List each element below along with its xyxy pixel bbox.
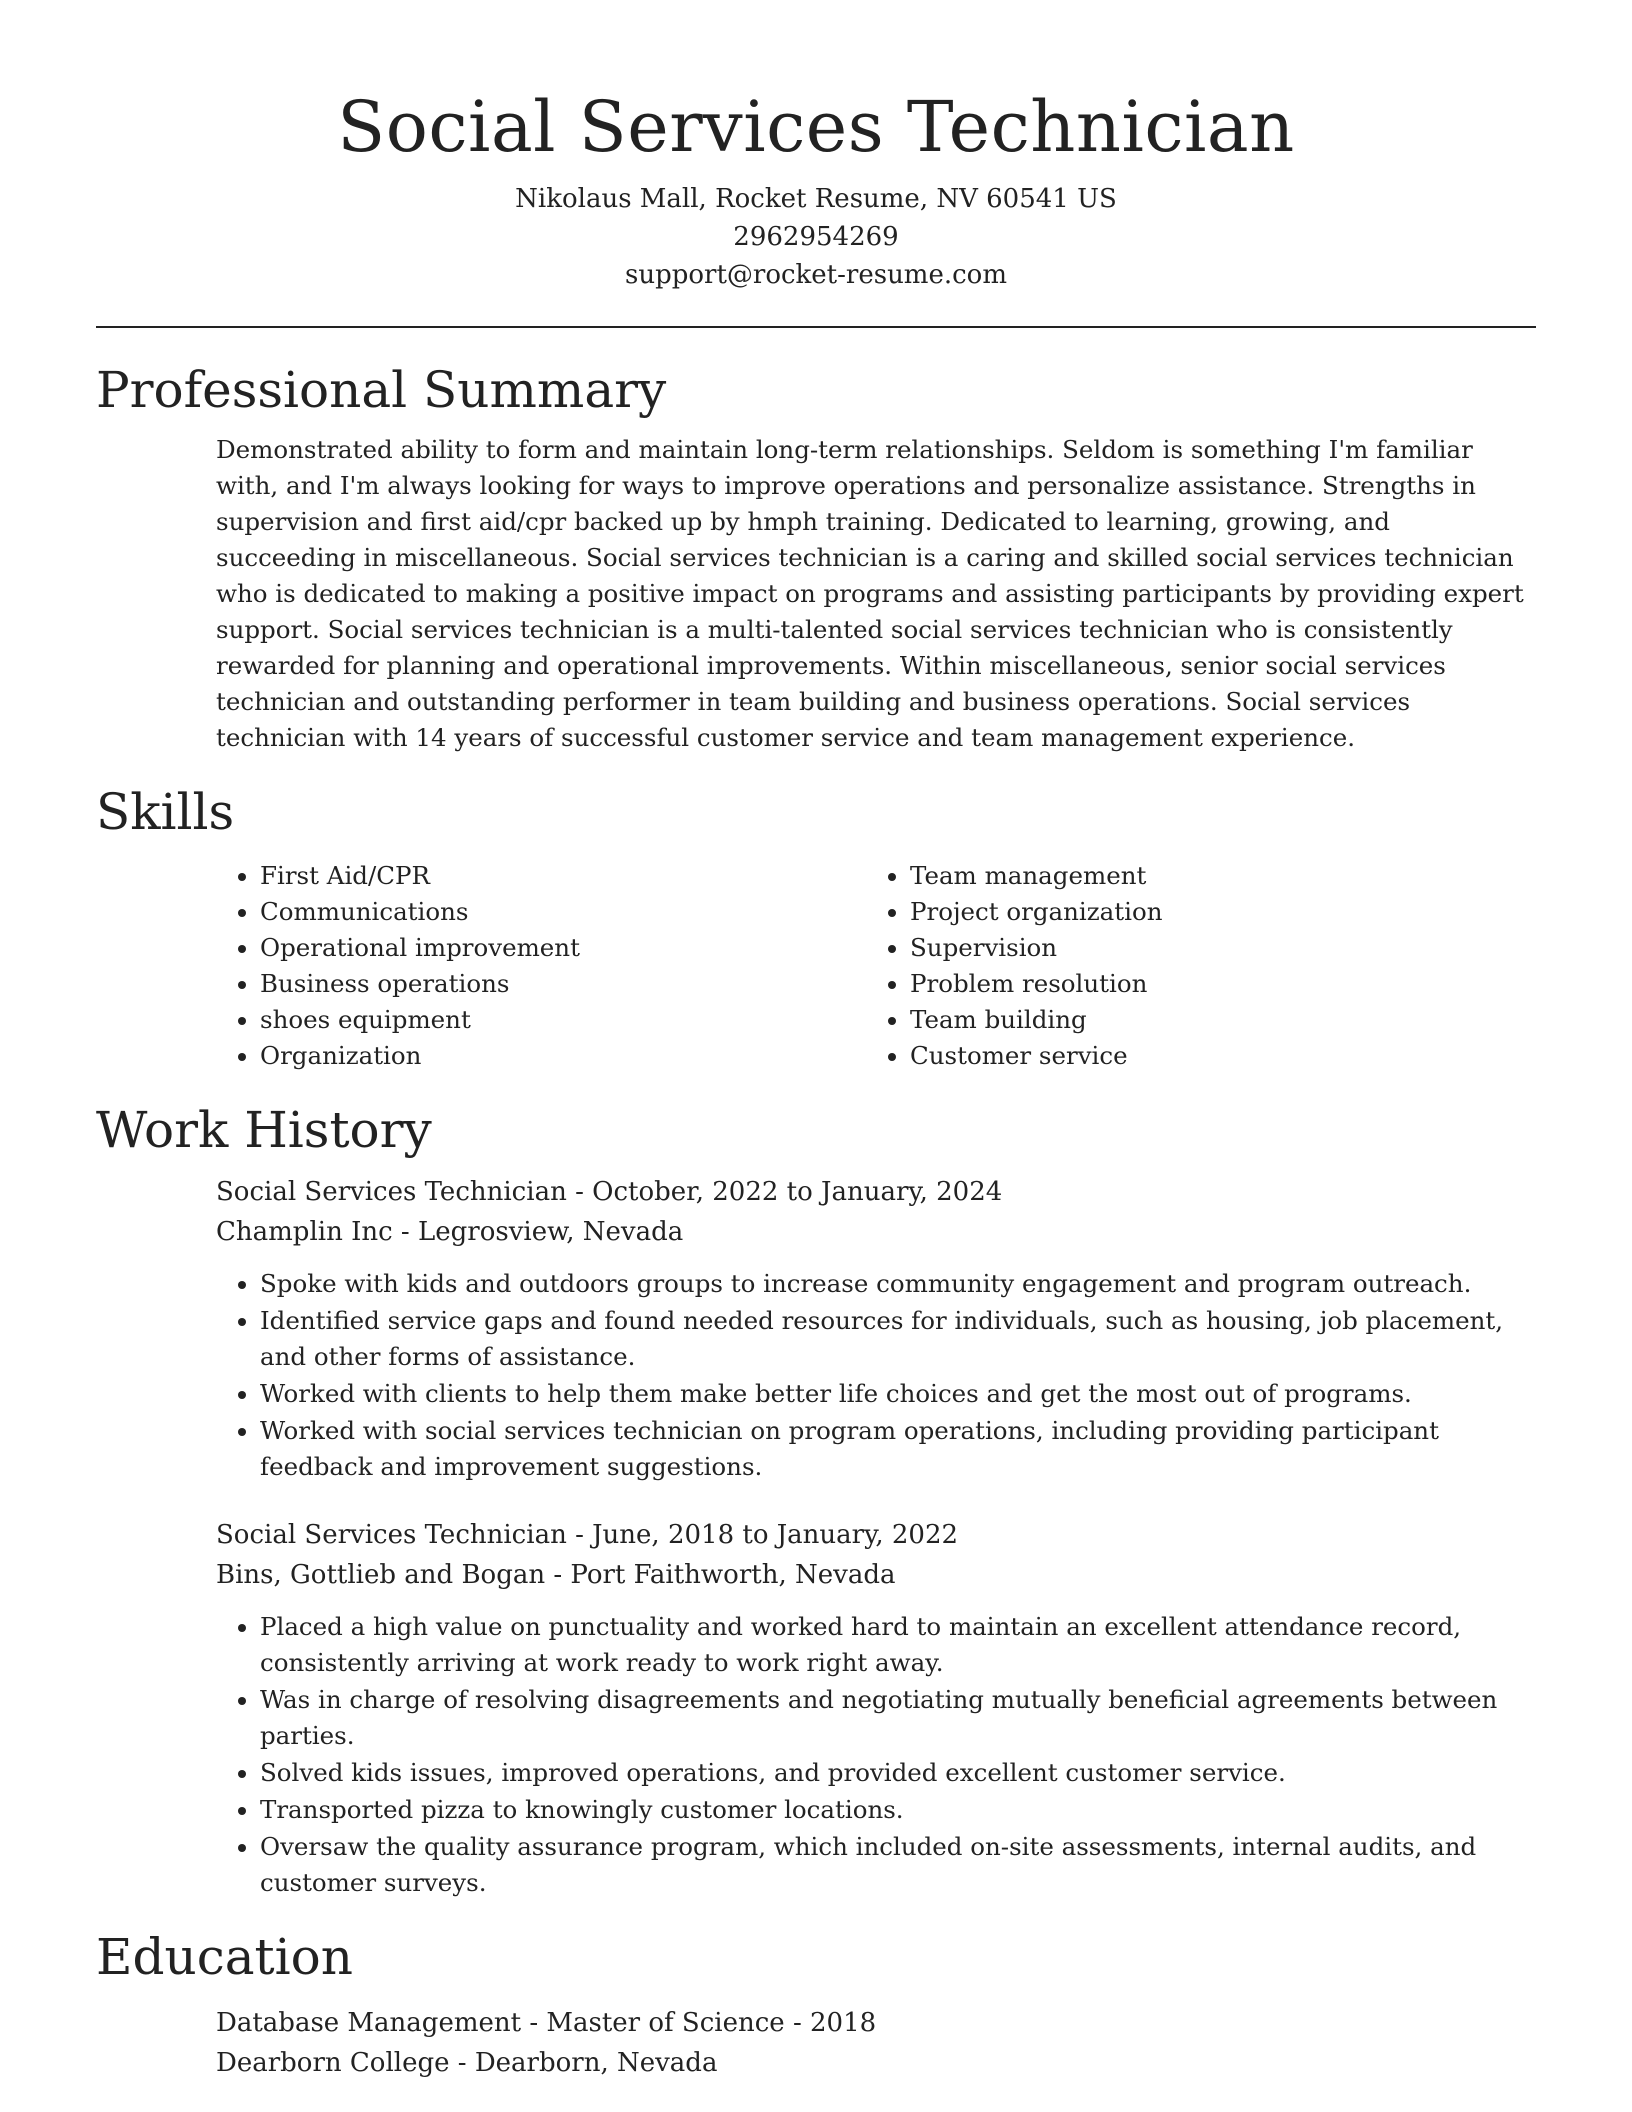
job-title: Social Services Technician <box>216 1177 567 1207</box>
resume-title: Social Services Technician <box>337 86 1295 168</box>
job-location: - Port Faithworth, Nevada <box>545 1560 896 1590</box>
job-bullet: • Solved kids issues, improved operations, and provided excellent customer service. <box>260 1755 1536 1791</box>
skill-item: • Organization <box>260 1038 866 1074</box>
education-heading: Education <box>96 1928 353 1986</box>
skill-item: • Communications <box>260 894 866 930</box>
skill-item: • Problem resolution <box>910 966 1516 1002</box>
skill-item: • Supervision <box>910 930 1516 966</box>
job-company: Champlin Inc <box>216 1217 393 1247</box>
job-entry <box>216 1172 1536 1485</box>
summary-text: Demonstrated ability to form and maintain long-term relationships. Seldom is something I'm familiar with, and I'm always looking for ways to improve operations and personalize assistance. Strengths in supervision and first aid/cpr backed up by hmph training. Dedicated to learning, growing, and succeeding in miscellaneous. Social services technician is a caring and skilled social services technician who is dedicated to making a positive impact on programs and assisting participants by providing expert support. Social services technician is a multi-talented social services technician who is consistently rewarded for planning and operational improvements. Within miscellaneous, senior social services technician and outstanding performer in team building and business operations. Social services technician with 14 years of successful customer service and team management experience. <box>216 435 1524 752</box>
resume-page <box>96 0 1536 2083</box>
resume-header <box>96 0 1536 294</box>
skill-item: • Team building <box>910 1002 1516 1038</box>
job-company-line <box>216 1212 1536 1252</box>
summary-heading: Professional Summary <box>96 361 667 419</box>
job-company: Bins, Gottlieb and Bogan <box>216 1560 546 1590</box>
skill-item: • First Aid/CPR <box>260 858 866 894</box>
education-section <box>96 1925 1536 2083</box>
skills-heading: Skills <box>96 783 235 841</box>
job-bullet: • Placed a high value on punctuality and worked hard to maintain an excellent attendance record, consistently arriving at work ready to work right away. <box>260 1609 1536 1681</box>
skill-item: • shoes equipment <box>260 1002 866 1038</box>
job-bullet: • Worked with social services technician on program operations, including providing participant feedback and improvement suggestions. <box>260 1413 1536 1485</box>
job-title-line <box>216 1172 1536 1212</box>
contact-phone: 2962954269 <box>733 222 899 252</box>
job-location: - Legrosview, Nevada <box>392 1217 684 1247</box>
job-title: Social Services Technician <box>216 1520 567 1550</box>
skill-item: • Team management <box>910 858 1516 894</box>
skill-item: • Customer service <box>910 1038 1516 1074</box>
contact-block <box>96 180 1536 294</box>
job-bullet: • Identified service gaps and found needed resources for individuals, such as housing, job placement, and other forms of assistance. <box>260 1303 1536 1375</box>
skill-item: • Business operations <box>260 966 866 1002</box>
job-company-line <box>216 1555 1536 1595</box>
job-title-line <box>216 1515 1536 1555</box>
education-location: - Dearborn, Nevada <box>449 2048 718 2078</box>
job-bullet: • Worked with clients to help them make better life choices and get the most out of programs. <box>260 1376 1536 1412</box>
job-bullets <box>216 1609 1536 1901</box>
job-dates: - October, 2022 to January, 2024 <box>566 1177 1003 1207</box>
header-divider <box>96 326 1536 328</box>
job-entry <box>216 1515 1536 1901</box>
education-degree-line: Database Management - Master of Science - 2018 <box>216 2008 877 2038</box>
education-school: Dearborn College <box>216 2048 450 2078</box>
education-school-line <box>216 2043 1536 2083</box>
skills-section <box>96 780 1536 1074</box>
job-bullet: • Was in charge of resolving disagreements and negotiating mutually beneficial agreements between parties. <box>260 1682 1536 1754</box>
job-bullet: • Transported pizza to knowingly customer locations. <box>260 1792 1536 1828</box>
job-bullet: • Oversaw the quality assurance program, which included on-site assessments, internal audits, and customer surveys. <box>260 1829 1536 1901</box>
skill-item: • Project organization <box>910 894 1516 930</box>
skill-item: • Operational improvement <box>260 930 866 966</box>
work-heading: Work History <box>96 1101 432 1159</box>
work-section <box>96 1098 1536 1901</box>
contact-address: Nikolaus Mall, Rocket Resume, NV 60541 US <box>515 184 1117 214</box>
job-bullet: • Spoke with kids and outdoors groups to increase community engagement and program outreach. <box>260 1266 1536 1302</box>
contact-email: support@rocket-resume.com <box>624 260 1007 290</box>
skills-list-right <box>866 858 1516 1074</box>
job-dates: - June, 2018 to January, 2022 <box>566 1520 959 1550</box>
job-bullets <box>216 1266 1536 1485</box>
skills-list-left <box>216 858 866 1074</box>
summary-section <box>96 358 1536 756</box>
